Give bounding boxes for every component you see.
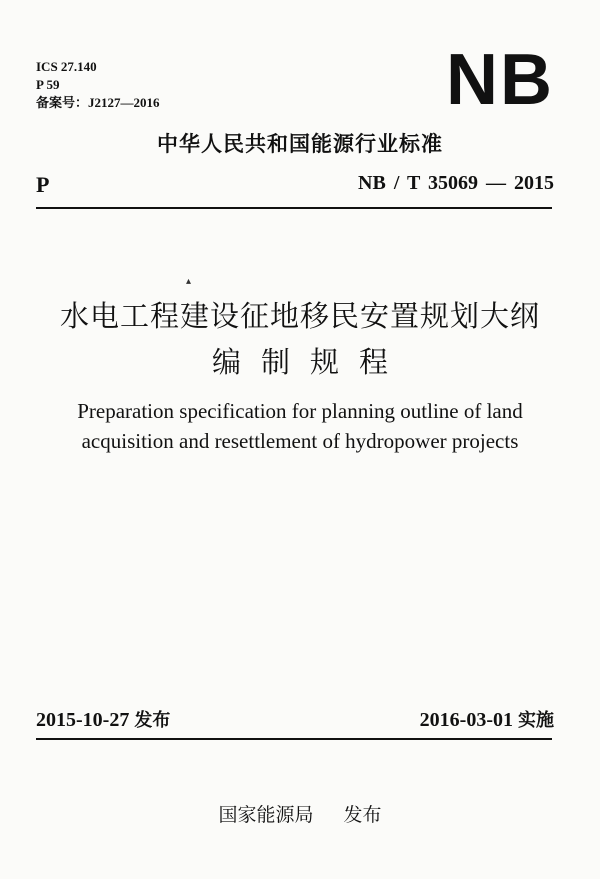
publish-label: 发布 xyxy=(134,710,171,731)
issuer-org: 国家能源局 xyxy=(218,804,314,826)
top-divider xyxy=(36,207,552,209)
category-letter: P xyxy=(36,172,50,197)
implement-label: 实施 xyxy=(518,710,554,731)
implement-date xyxy=(420,706,554,732)
nb-logo: NB xyxy=(446,40,554,120)
issuer-label: 发布 xyxy=(343,804,382,826)
metadata-block xyxy=(36,58,160,112)
bottom-divider xyxy=(36,738,552,740)
title-en-line2: acquisition and resettlement of hydropower projects xyxy=(81,429,519,453)
title-zh-line2: 编制规程 xyxy=(211,345,408,379)
publish-date-value: 2015-10-27 xyxy=(36,709,130,731)
ics-code: ICS 27.140 xyxy=(36,59,97,74)
title-en xyxy=(30,396,570,456)
title-en-line1: Preparation specification for planning outline of land xyxy=(77,399,523,423)
class-code: P 59 xyxy=(36,77,60,92)
standard-number: NB / T 35069 — 2015 xyxy=(358,172,554,194)
issuer xyxy=(0,800,600,827)
implement-date-value: 2016-03-01 xyxy=(419,709,513,731)
title-zh-line1: 水电工程建设征地移民安置规划大纲 xyxy=(59,299,540,333)
standard-type: 中华人民共和国能源行业标准 xyxy=(157,132,443,156)
publish-date xyxy=(36,706,170,732)
record-number: 备案号：J2127—2016 xyxy=(36,95,160,110)
print-speck-icon: ▴ xyxy=(186,276,192,287)
